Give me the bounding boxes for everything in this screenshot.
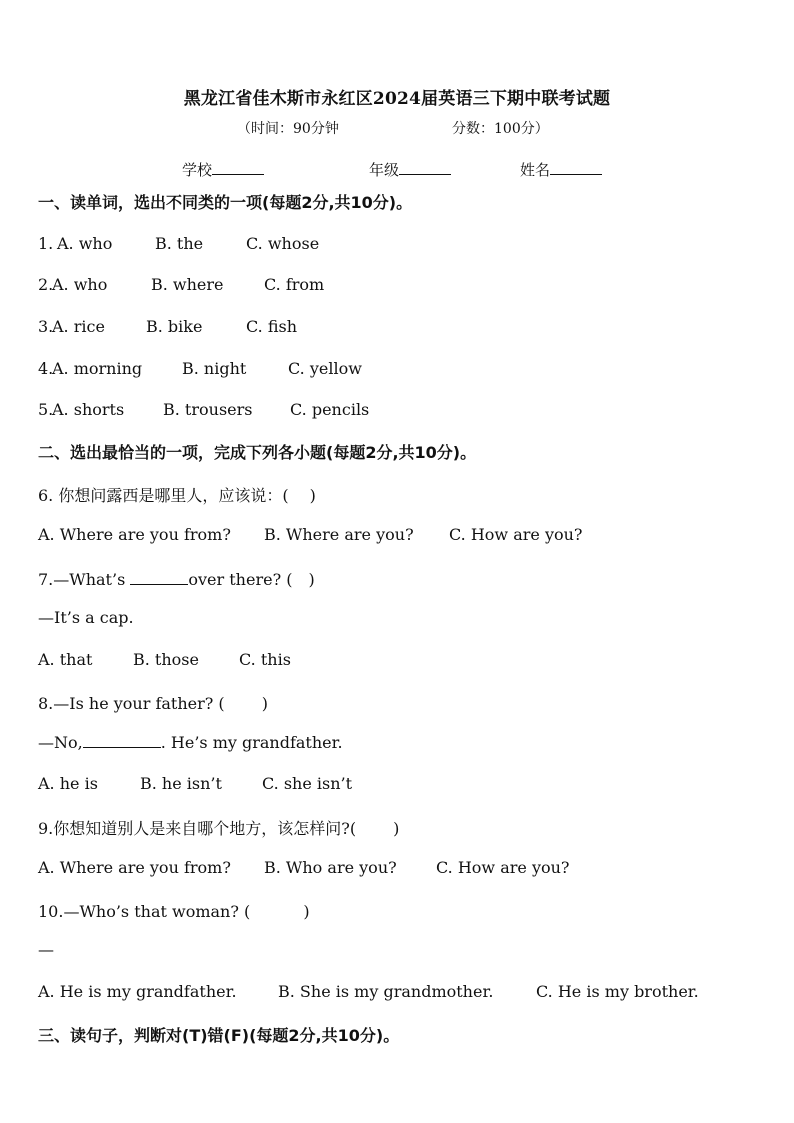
option-b[interactable]: B. night (182, 359, 247, 378)
option-c[interactable]: C. He is my brother. (536, 982, 699, 1001)
option-a[interactable]: A. Where are you from? (38, 858, 231, 877)
option-b[interactable]: B. She is my grandmother. (278, 982, 494, 1001)
exam-title: 黑龙江省佳木斯市永红区2024届英语三下期中联考试题 (183, 89, 611, 109)
time-label: （时间：90分钟 (237, 121, 339, 137)
score-label: 分数：100分） (452, 121, 549, 137)
reply-line: — (38, 940, 54, 959)
question-stem: 10.—Who’s that woman? ( ) (38, 902, 310, 921)
school-field (182, 159, 264, 180)
question-number: 3. (38, 317, 54, 336)
option-a[interactable]: A. rice (52, 317, 105, 336)
option-b[interactable]: B. where (151, 275, 224, 294)
option-c[interactable]: C. yellow (288, 359, 362, 378)
answer-blank[interactable] (83, 733, 161, 748)
section-1-heading: 一、读单词，选出不同类的一项(每题2分,共10分)。 (38, 193, 413, 212)
section-3-heading: 三、读句子，判断对(T)错(F)(每题2分,共10分)。 (38, 1026, 400, 1045)
stem-end: over there? ( ) (188, 570, 315, 589)
reply-line: —It’s a cap. (38, 608, 134, 627)
option-c[interactable]: C. whose (246, 234, 320, 253)
option-c[interactable]: C. from (264, 275, 325, 294)
question-number: 2. (38, 275, 54, 294)
option-a[interactable]: A. morning (52, 359, 143, 378)
question-stem: 8.—Is he your father? ( ) (38, 694, 269, 713)
question-number: 4. (38, 359, 54, 378)
question-stem: 9.你想知道别人是来自哪个地方，该怎样问?( ) (38, 819, 400, 838)
option-c[interactable]: C. How are you? (449, 525, 583, 544)
school-label: 学校 (182, 161, 213, 179)
stem-start: 7.—What’s (38, 570, 126, 589)
option-b[interactable]: B. those (133, 650, 199, 669)
option-a[interactable]: A. who (52, 275, 108, 294)
option-b[interactable]: B. he isn’t (140, 774, 222, 793)
option-b[interactable]: B. trousers (163, 400, 253, 419)
option-b[interactable]: B. Who are you? (264, 858, 397, 877)
option-b[interactable]: B. bike (146, 317, 203, 336)
option-a[interactable]: A. He is my grandfather. (38, 982, 237, 1001)
option-c[interactable]: C. she isn’t (262, 774, 353, 793)
question-number: 5. (38, 400, 54, 419)
option-a[interactable]: A. Where are you from? (38, 525, 231, 544)
option-a[interactable]: A. that (38, 650, 93, 669)
grade-blank[interactable] (399, 159, 451, 175)
question-stem: 6. 你想问露西是哪里人，应该说：( ) (38, 486, 316, 505)
option-b[interactable]: B. Where are you? (264, 525, 414, 544)
option-c[interactable]: C. pencils (290, 400, 370, 419)
grade-field (369, 159, 451, 180)
option-c[interactable]: C. fish (246, 317, 298, 336)
question-stem (38, 567, 315, 590)
option-a[interactable]: A. who (57, 234, 113, 253)
name-field (520, 159, 602, 180)
option-c[interactable]: C. this (239, 650, 291, 669)
option-c[interactable]: C. How are you? (436, 858, 570, 877)
option-a[interactable]: A. he is (38, 774, 98, 793)
answer-blank[interactable] (130, 570, 188, 585)
school-blank[interactable] (212, 159, 264, 175)
name-label: 姓名 (520, 161, 551, 179)
section-2-heading: 二、选出最恰当的一项，完成下列各小题(每题2分,共10分)。 (38, 443, 477, 462)
reply-end: . He’s my grandfather. (160, 733, 343, 752)
question-number: 1. (38, 234, 54, 253)
option-a[interactable]: A. shorts (52, 400, 125, 419)
name-blank[interactable] (550, 159, 602, 175)
reply-line (38, 733, 343, 752)
option-b[interactable]: B. the (155, 234, 204, 253)
grade-label: 年级 (369, 161, 400, 179)
reply-start: —No, (38, 733, 83, 752)
